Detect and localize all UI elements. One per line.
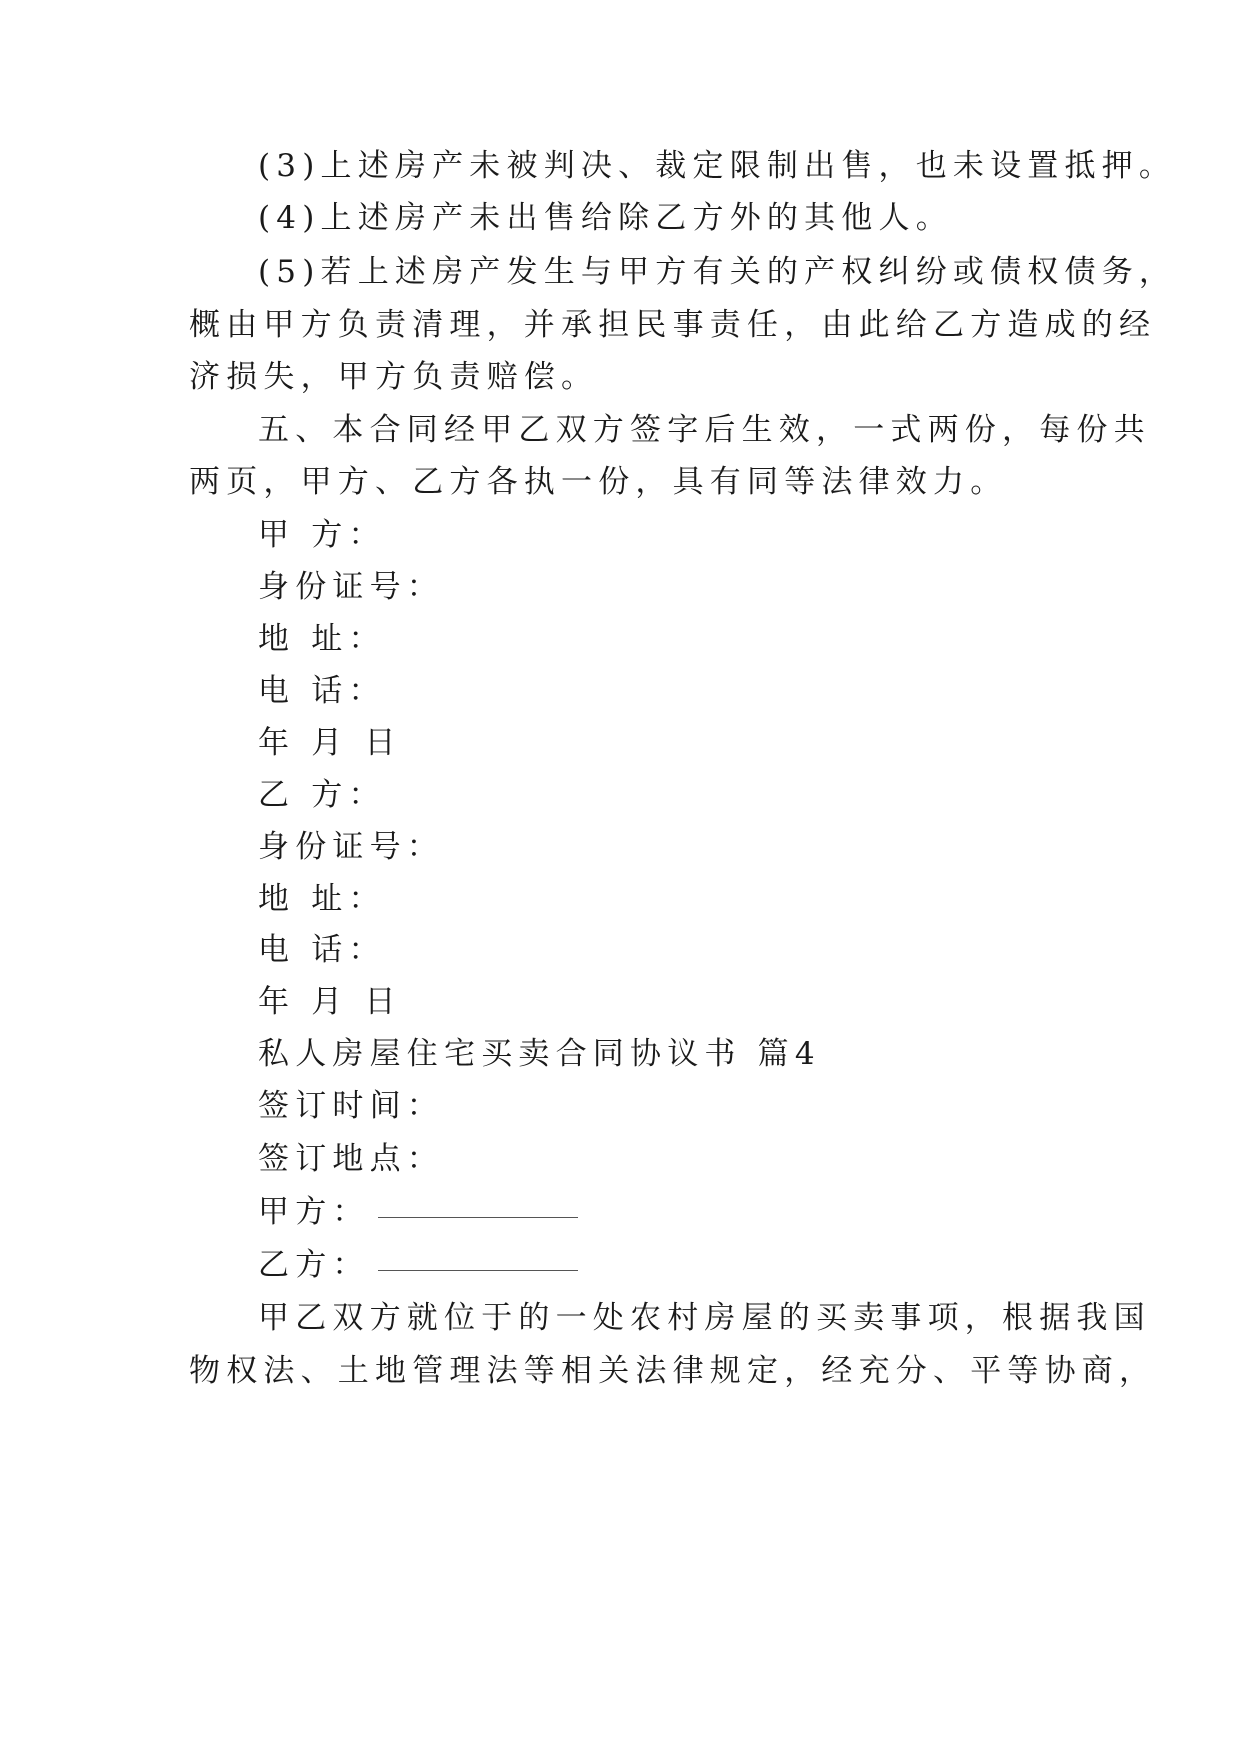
party-b-id-label: 身份证号： [258,829,444,865]
party-a-date-label: 年 月 日 [258,725,402,761]
party-a-phone-label: 电 话： [258,673,386,709]
party-b-label: 乙 方： [258,777,386,813]
party-b-blank [378,1246,578,1271]
signing-time-label: 签订时间： [258,1088,444,1124]
party-a-label: 甲 方： [258,517,386,553]
party-a-address-label: 地 址： [258,621,386,657]
party-a-signature-line [258,1183,578,1241]
party-a-signature-label: 甲方： [258,1194,370,1230]
clause-5-line-1: (5)若上述房产发生与甲方有关的产权纠纷或债权债务， [258,254,1177,290]
party-b-signature-line [258,1236,578,1294]
party-b-date-label: 年 月 日 [258,984,402,1020]
article-5-line-1: 五、本合同经甲乙双方签字后生效，一式两份，每份共 [258,412,1151,448]
article-5-line-2: 两页，甲方、乙方各执一份，具有同等法律效力。 [189,464,1008,500]
clause-3: (3)上述房产未被判决、裁定限制出售，也未设置抵押。 [258,148,1177,184]
party-a-id-label: 身份证号： [258,569,444,605]
party-b-address-label: 地 址： [258,881,386,917]
intro-line-1: 甲乙双方就位于的一处农村房屋的买卖事项，根据我国 [258,1300,1151,1336]
intro-line-2: 物权法、土地管理法等相关法律规定，经充分、平等协商， [189,1353,1157,1389]
signing-place-label: 签订地点： [258,1141,444,1177]
party-b-signature-label: 乙方： [258,1247,370,1283]
section-title: 私人房屋住宅买卖合同协议书 篇4 [258,1036,821,1072]
clause-5-line-3: 济损失，甲方负责赔偿。 [189,359,599,395]
party-a-blank [378,1193,578,1218]
clause-4: (4)上述房产未出售给除乙方外的其他人。 [258,200,953,236]
clause-5-line-2: 概由甲方负责清理，并承担民事责任，由此给乙方造成的经 [189,307,1157,343]
party-b-phone-label: 电 话： [258,932,386,968]
